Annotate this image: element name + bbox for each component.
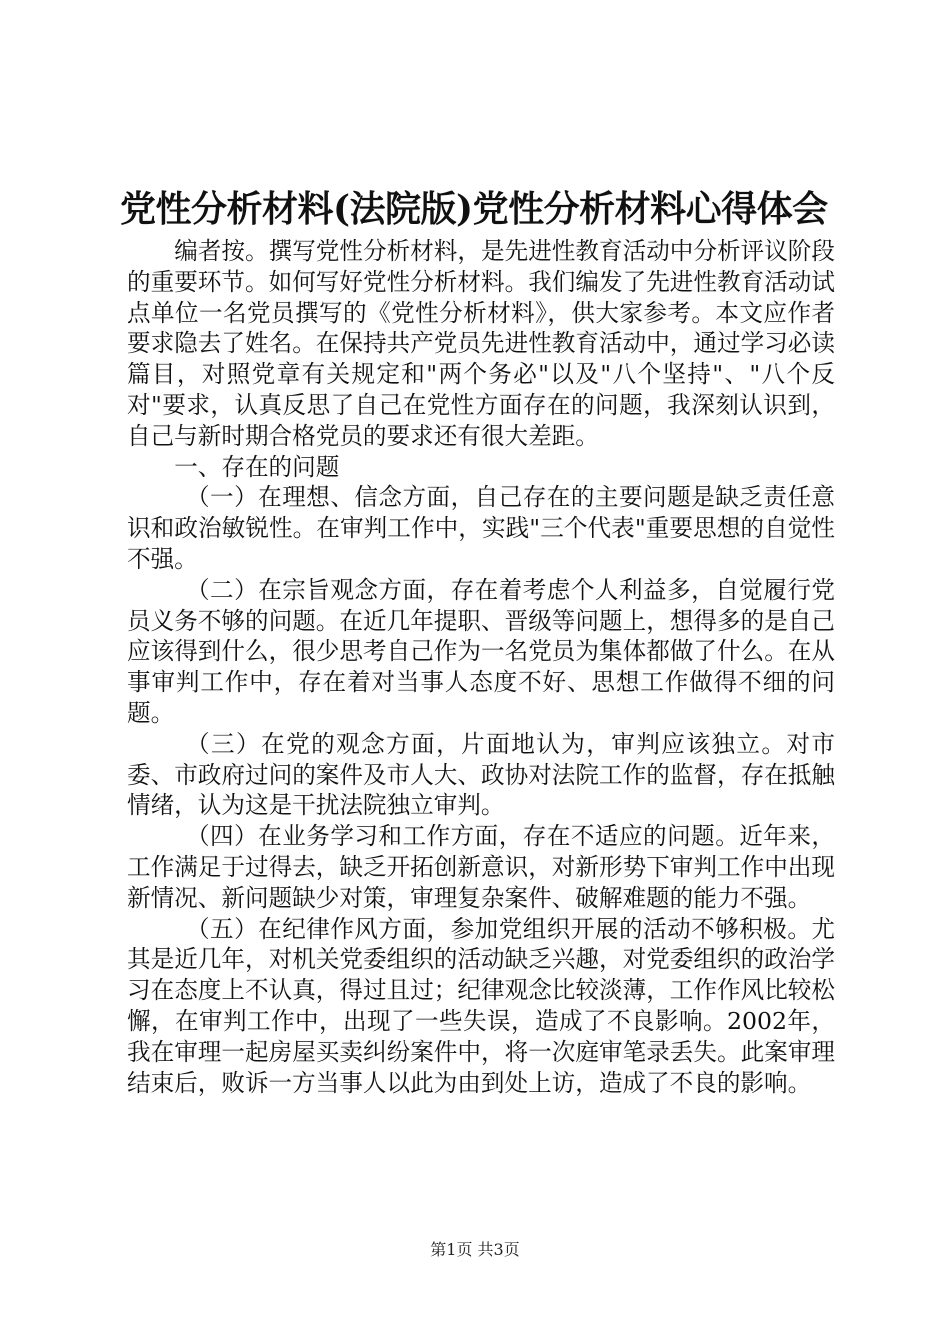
intro-paragraph: 编者按。撰写党性分析材料，是先进性教育活动中分析评议阶段的重要环节。如何写好党性分析材料。我们编发了先进性教育活动试点单位一名党员撰写的《党性分析材料》，供大家参考。本文应作者要求隐去了姓名。在保持共产党员先进性教育活动中，通过学习必读篇目，对照党章有关规定和"两个务必"以及"八个坚持"、"八个反对"要求，认真反思了自己在党性方面存在的问题，我深刻认识到，自己与新时期合格党员的要求还有很大差距。 — [127, 237, 835, 450]
issue-paragraph-1: （一）在理想、信念方面，自己存在的主要问题是缺乏责任意识和政治敏锐性。在审判工作中，实践"三个代表"重要思想的自觉性不强。 — [127, 483, 835, 573]
issue-paragraph-5: （五）在纪律作风方面，参加党组织开展的活动不够积极。尤其是近几年，对机关党委组织的活动缺乏兴趣，对党委组织的政治学习在态度上不认真，得过且过；纪律观念比较淡薄，工作作风比较松懈，在审判工作中，出现了一些失误，造成了不良影响。2002年，我在审理一起房屋买卖纠纷案件中，将一次庭审笔录丢失。此案审理结束后，败诉一方当事人以此为由到处上访，造成了不良的影响。 — [127, 914, 835, 1097]
issue-paragraph-2: （二）在宗旨观念方面，存在着考虑个人利益多，自觉履行党员义务不够的问题。在近几年提职、晋级等问题上，想得多的是自己应该得到什么，很少思考自己作为一名党员为集体都做了什么。在从事审判工作中，存在着对当事人态度不好、思想工作做得不细的问题。 — [127, 575, 835, 727]
page-number-footer: 第1页 共3页 — [430, 1240, 520, 1259]
section-heading: 一、存在的问题 — [174, 452, 340, 481]
issue-paragraph-4: （四）在业务学习和工作方面，存在不适应的问题。近年来，工作满足于过得去，缺乏开拓创新意识，对新形势下审判工作中出现新情况、新问题缺少对策，审理复杂案件、破解难题的能力不强。 — [127, 822, 835, 912]
document-title: 党性分析材料(法院版)党性分析材料心得体会 — [120, 188, 828, 230]
issue-paragraph-3: （三）在党的观念方面，片面地认为，审判应该独立。对市委、市政府过问的案件及市人大、政协对法院工作的监督，存在抵触情绪，认为这是干扰法院独立审判。 — [127, 729, 835, 820]
document-body — [127, 236, 835, 1098]
